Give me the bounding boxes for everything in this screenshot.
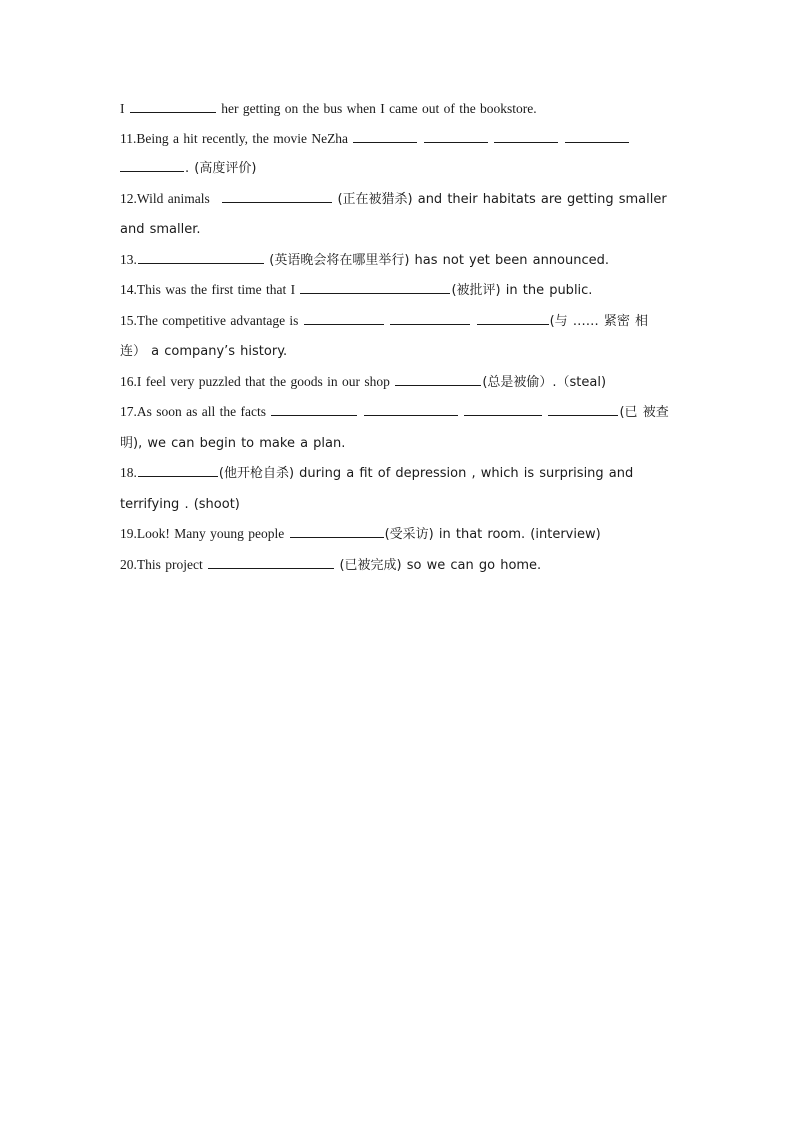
question-item: 19.Look! Many young people (受采访) in that room. (interview)	[120, 519, 672, 550]
question-item: 17.As soon as all the facts (已 被查明), we can begin to make a plan.	[120, 397, 672, 458]
answer-blank[interactable]	[138, 462, 218, 477]
answer-blank[interactable]	[565, 128, 629, 143]
answer-blank[interactable]	[353, 128, 417, 143]
answer-blank[interactable]	[300, 279, 450, 294]
question-item: 13. (英语晚会将在哪里举行) has not yet been announced.	[120, 245, 672, 276]
answer-blank[interactable]	[271, 401, 357, 416]
answer-blank[interactable]	[130, 98, 216, 113]
answer-blank[interactable]	[120, 157, 184, 172]
answer-blank[interactable]	[138, 249, 264, 264]
answer-blank[interactable]	[464, 401, 542, 416]
question-item: I her getting on the bus when I came out of the bookstore.	[120, 94, 672, 124]
answer-blank[interactable]	[494, 128, 558, 143]
answer-blank[interactable]	[208, 554, 334, 569]
question-item: 11.Being a hit recently, the movie NeZha . (高度评价)	[120, 124, 672, 184]
answer-blank[interactable]	[390, 310, 470, 325]
answer-blank[interactable]	[395, 371, 481, 386]
question-item: 12.Wild animals (正在被猎杀) and their habitats are getting smaller and smaller.	[120, 184, 672, 245]
answer-blank[interactable]	[424, 128, 488, 143]
question-item: 18. (他开枪自杀) during a fit of depression , which is surprising and terrifying . (shoot)	[120, 458, 672, 519]
question-item: 16.I feel very puzzled that the goods in our shop (总是被偷）.（steal)	[120, 367, 672, 398]
answer-blank[interactable]	[304, 310, 384, 325]
question-item: 20.This project (已被完成) so we can go home.	[120, 550, 672, 581]
answer-blank[interactable]	[222, 188, 332, 203]
question-list	[120, 94, 672, 580]
answer-blank[interactable]	[548, 401, 618, 416]
answer-blank[interactable]	[364, 401, 458, 416]
answer-blank[interactable]	[290, 523, 384, 538]
question-item: 15.The competitive advantage is (与 …… 紧密 相连） a company’s history.	[120, 306, 672, 367]
answer-blank[interactable]	[477, 310, 549, 325]
question-item: 14.This was the first time that I (被批评) in the public.	[120, 275, 672, 306]
